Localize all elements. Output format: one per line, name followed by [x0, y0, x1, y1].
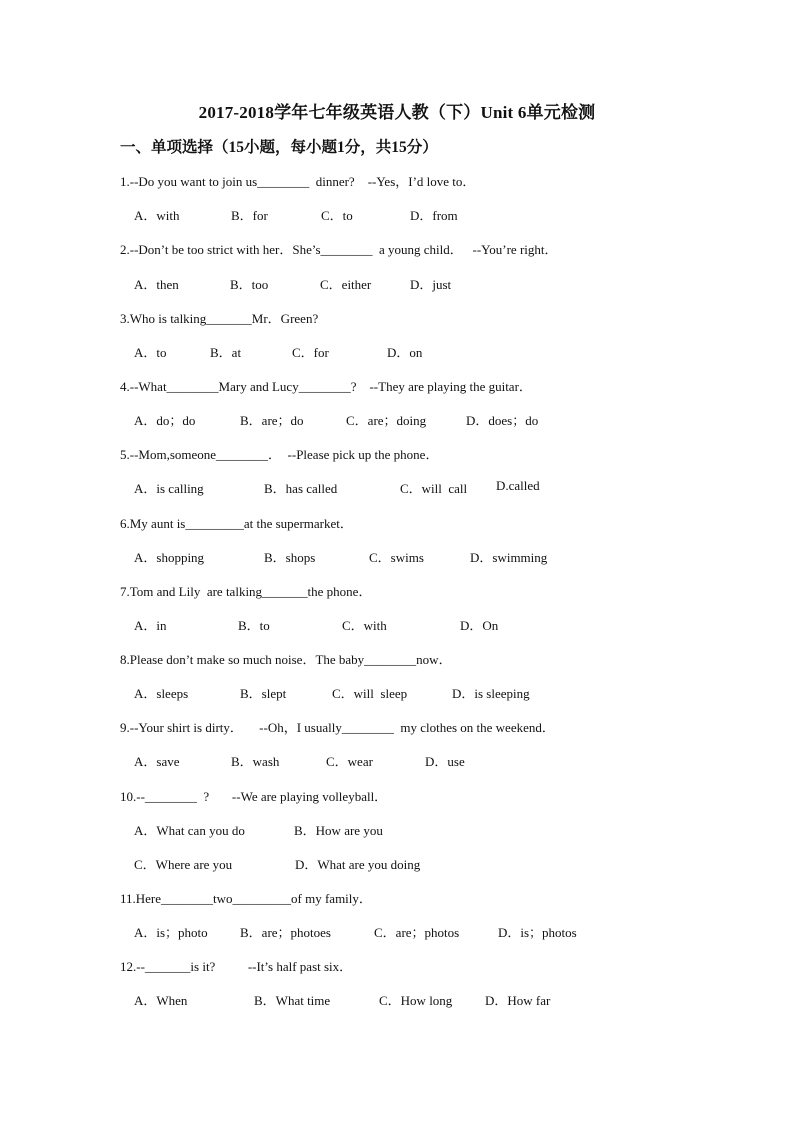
option-d[interactable]: D．use	[425, 754, 465, 769]
section-heading: 一、单项选择（15小题，每小题1分，共15分）	[120, 139, 438, 156]
option-b[interactable]: B．are；photoes	[240, 925, 331, 940]
option-c[interactable]: C．swims	[369, 550, 424, 565]
option-a[interactable]: A．with	[134, 208, 180, 223]
question-7-options	[134, 615, 694, 633]
question-5-options	[134, 478, 694, 496]
option-c[interactable]: C．are；doing	[346, 413, 427, 428]
question-3-options	[134, 342, 694, 360]
option-a[interactable]: A．When	[134, 993, 188, 1008]
option-b[interactable]: B．for	[231, 208, 268, 223]
option-c[interactable]: C．for	[292, 345, 329, 360]
option-d[interactable]: D．On	[460, 618, 499, 633]
question-2: 2.--Don’t be too strict with her．She’s________ a young child． --You’re right．	[120, 242, 558, 257]
question-1: 1.--Do you want to join us________ dinner? --Yes，I’d love to．	[120, 174, 476, 189]
option-a[interactable]: A．shopping	[134, 550, 205, 565]
question-2-options	[134, 274, 694, 292]
option-b[interactable]: B．How are you	[294, 823, 383, 838]
option-b[interactable]: B．to	[238, 618, 270, 633]
question-8-options	[134, 683, 694, 701]
option-d[interactable]: D．on	[387, 345, 423, 360]
option-b[interactable]: B．shops	[264, 550, 316, 565]
option-a[interactable]: A．do；do	[134, 413, 196, 428]
option-d[interactable]: D．is sleeping	[452, 686, 530, 701]
question-3: 3.Who is talking_______Mr．Green?	[120, 311, 319, 326]
option-d[interactable]: D．does；do	[466, 413, 539, 428]
question-6: 6.My aunt is_________at the supermarket．	[120, 516, 353, 531]
question-4-options	[134, 410, 694, 428]
question-11-options	[134, 922, 694, 940]
option-a[interactable]: A．is；photo	[134, 925, 208, 940]
option-c[interactable]: C．either	[320, 277, 372, 292]
question-10-options-row2	[134, 854, 694, 872]
option-a[interactable]: A．in	[134, 618, 167, 633]
option-b[interactable]: B．at	[210, 345, 242, 360]
question-12: 12.--_______is it? --It’s half past six．	[120, 959, 353, 974]
option-d[interactable]: D．What are you doing	[295, 857, 421, 872]
question-5: 5.--Mom,someone________． --Please pick up the phone．	[120, 447, 439, 462]
option-b[interactable]: B．too	[230, 277, 269, 292]
option-a[interactable]: A．save	[134, 754, 180, 769]
question-7: 7.Tom and Lily are talking_______the phone．	[120, 584, 372, 599]
page-title: 2017-2018学年七年级英语人教（下）Unit 6单元检测	[198, 103, 596, 122]
question-4: 4.--What________Mary and Lucy________? --They are playing the guitar．	[120, 379, 532, 394]
option-a[interactable]: A．sleeps	[134, 686, 189, 701]
option-a[interactable]: A．What can you do	[134, 823, 245, 838]
question-10: 10.--________ ? --We are playing volleyball．	[120, 789, 388, 804]
question-12-options	[134, 990, 694, 1008]
question-9: 9.--Your shirt is dirty． --Oh，I usually________ my clothes on the weekend．	[120, 720, 555, 735]
option-c[interactable]: C．with	[342, 618, 387, 633]
option-c[interactable]: C．How long	[379, 993, 453, 1008]
option-a[interactable]: A．then	[134, 277, 179, 292]
question-9-options	[134, 751, 694, 769]
option-d[interactable]: D．is；photos	[498, 925, 577, 940]
option-b[interactable]: B．slept	[240, 686, 287, 701]
question-8: 8.Please don’t make so much noise．The baby________now．	[120, 652, 452, 667]
question-6-options	[134, 547, 694, 565]
option-b[interactable]: B．are；do	[240, 413, 304, 428]
option-d[interactable]: D．from	[410, 208, 458, 223]
question-10-options-row1	[134, 820, 694, 838]
option-c[interactable]: C．will call	[400, 481, 468, 496]
option-d[interactable]: D．swimming	[470, 550, 548, 565]
question-1-options	[134, 205, 694, 223]
option-d[interactable]: D.called	[496, 478, 540, 493]
question-11: 11.Here________two_________of my family．	[120, 891, 372, 906]
option-c[interactable]: C．wear	[326, 754, 373, 769]
option-c[interactable]: C．will sleep	[332, 686, 408, 701]
option-a[interactable]: A．to	[134, 345, 167, 360]
option-d[interactable]: D．How far	[485, 993, 551, 1008]
option-c[interactable]: C．to	[321, 208, 353, 223]
option-c[interactable]: C．Where are you	[134, 857, 233, 872]
option-a[interactable]: A．is calling	[134, 481, 204, 496]
option-b[interactable]: B．has called	[264, 481, 338, 496]
option-b[interactable]: B．What time	[254, 993, 331, 1008]
option-d[interactable]: D．just	[410, 277, 452, 292]
option-c[interactable]: C．are；photos	[374, 925, 460, 940]
option-b[interactable]: B．wash	[231, 754, 280, 769]
